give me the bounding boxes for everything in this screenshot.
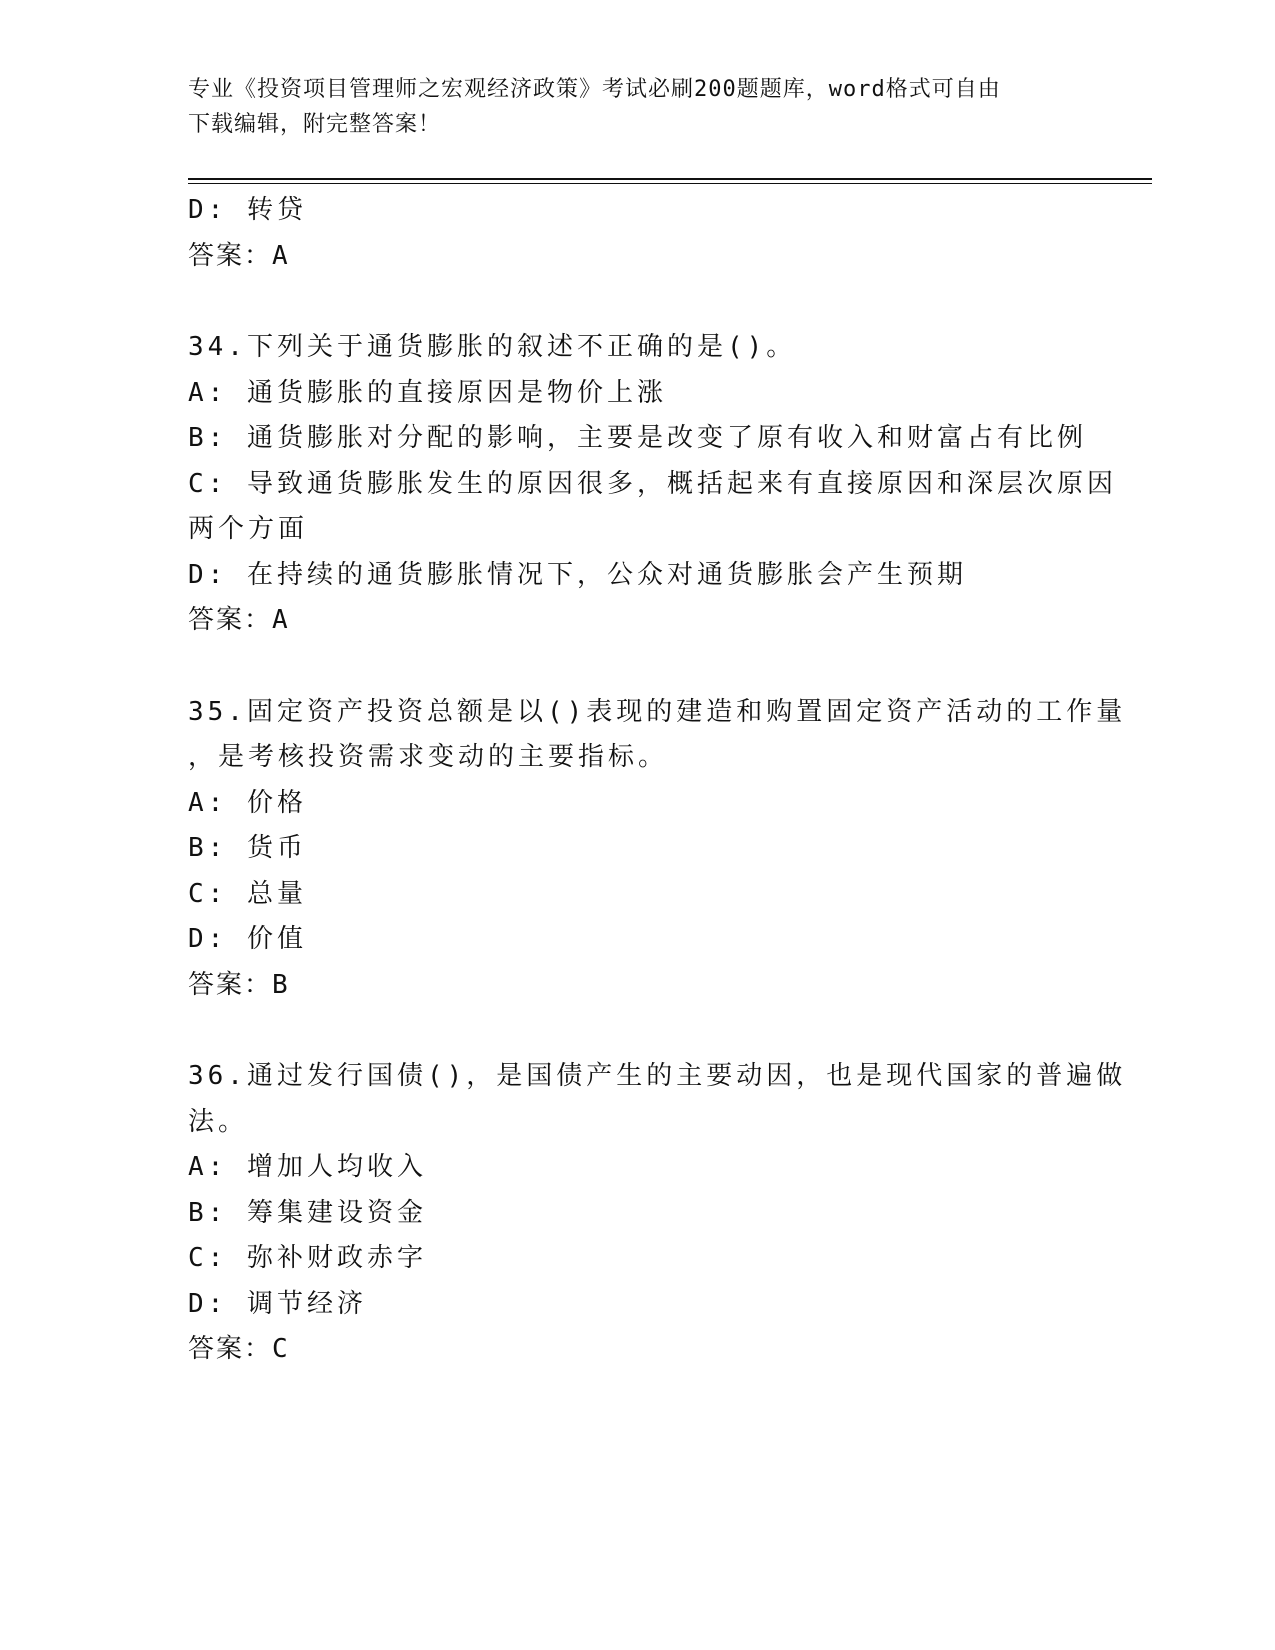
header-line-1: 专业《投资项目管理师之宏观经济政策》考试必刷200题题库，word格式可自由 <box>188 77 1001 102</box>
question-35 <box>188 690 1127 1009</box>
option-b: B: 货币 <box>188 833 307 863</box>
question-stem: 35.固定资产投资总额是以()表现的建造和购置固定资产活动的工作量 <box>188 696 1127 727</box>
header-line-2: 下载编辑，附完整答案！ <box>188 112 442 137</box>
question-stem: 34.下列关于通货膨胀的叙述不正确的是()。 <box>188 332 797 362</box>
answer-label: 答案： <box>188 969 273 1000</box>
option-d: D: 价值 <box>188 924 307 954</box>
answer-line <box>188 1327 1078 1373</box>
option-c: C: 总量 <box>188 878 307 909</box>
answer-label: 答案： <box>188 240 273 271</box>
answer-value: A <box>272 240 290 271</box>
question-36 <box>188 1054 1127 1373</box>
header-rule-thick <box>188 178 1152 180</box>
answer-line <box>188 234 1078 280</box>
option-c: C: 导致通货膨胀发生的原因很多，概括起来有直接原因和深层次原因 <box>188 468 1117 499</box>
option-a: A: 增加人均收入 <box>188 1152 427 1182</box>
question-stem-continued: 法。 <box>188 1106 249 1137</box>
option-b: B: 筹集建设资金 <box>188 1197 427 1228</box>
answer-label: 答案： <box>188 605 273 635</box>
answer-value: C <box>272 1334 290 1364</box>
option-b: B: 通货膨胀对分配的影响，主要是改变了原有收入和财富占有比例 <box>188 423 1087 453</box>
option-a: A: 通货膨胀的直接原因是物价上涨 <box>188 377 667 408</box>
document-header <box>188 72 1088 142</box>
answer-line <box>188 963 1078 1009</box>
option-d: D: 调节经济 <box>188 1288 367 1319</box>
answer-value: A <box>272 605 290 635</box>
answer-label: 答案： <box>188 1334 273 1364</box>
answer-value: B <box>272 969 290 1000</box>
option-d: D: 在持续的通货膨胀情况下，公众对通货膨胀会产生预期 <box>188 559 967 590</box>
question-stem-continued: ，是考核投资需求变动的主要指标。 <box>188 742 669 772</box>
question-33-tail <box>188 188 1078 279</box>
header-rule-thin <box>188 183 1152 184</box>
document-body <box>188 188 1127 1373</box>
question-34 <box>188 325 1117 644</box>
option-c-continued: 两个方面 <box>188 514 309 544</box>
question-stem: 36.通过发行国债()，是国债产生的主要动因，也是现代国家的普遍做 <box>188 1061 1127 1091</box>
answer-line <box>188 598 1078 644</box>
option-d: D: 转贷 <box>188 195 307 225</box>
option-a: A: 价格 <box>188 787 307 818</box>
option-c: C: 弥补财政赤字 <box>188 1243 427 1273</box>
